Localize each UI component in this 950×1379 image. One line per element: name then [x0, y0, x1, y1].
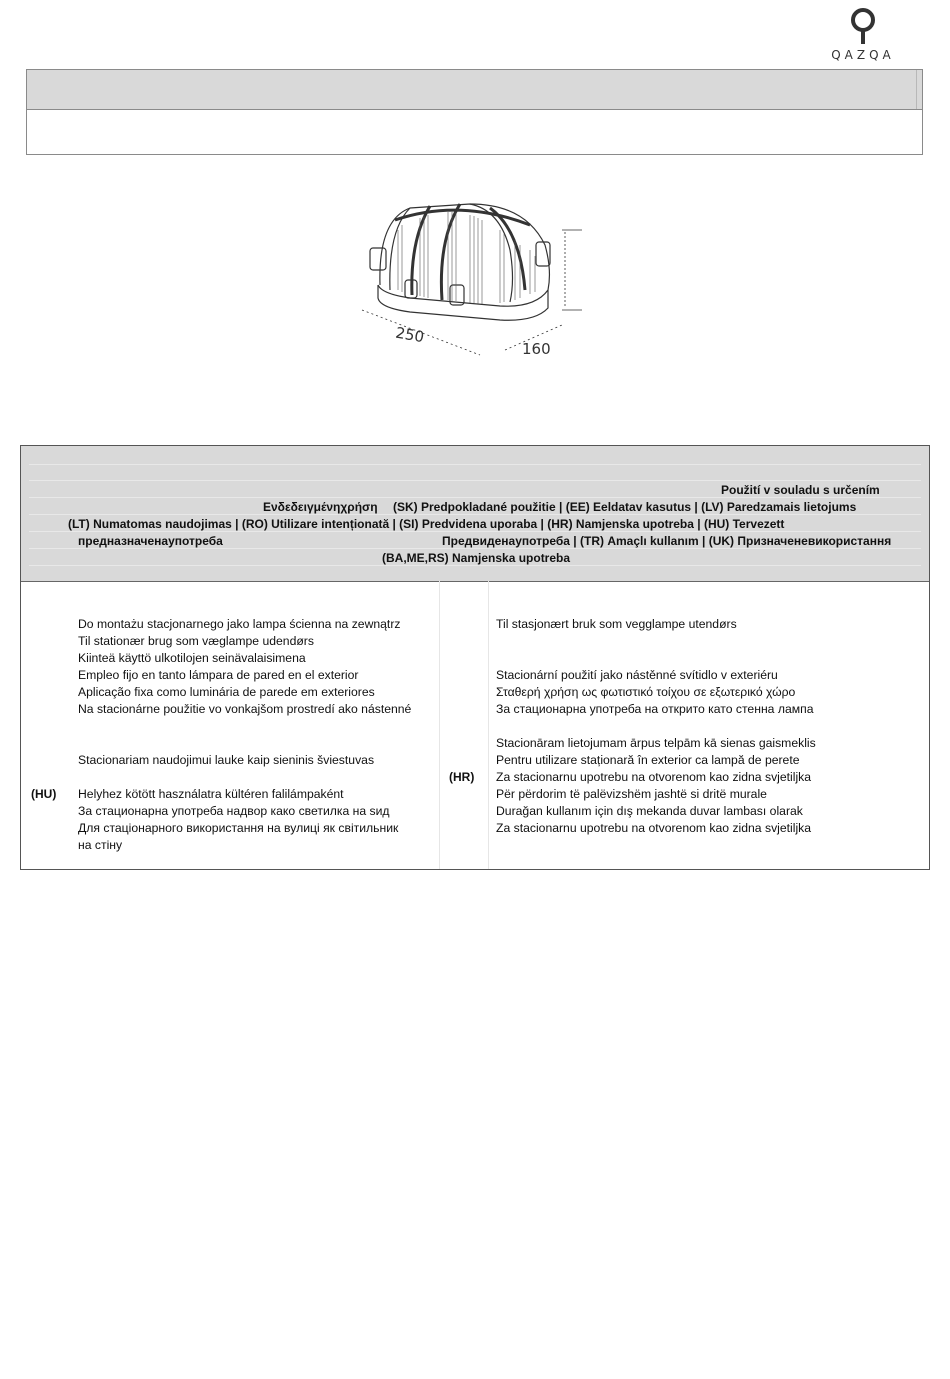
right-line: Stacionāram lietojumam ārpus telpām kā sienas gaismeklis	[496, 736, 816, 750]
header-line-4a: предназначенаупотреба	[78, 534, 223, 548]
header-line-1: Použití v souladu s určením	[721, 483, 880, 497]
brand-logo	[818, 6, 908, 66]
title-band	[27, 70, 922, 110]
dimension-depth: 160	[522, 340, 551, 358]
left-line: Empleo fijo en tanto lámpara de pared en el exterior	[78, 668, 359, 682]
header-line-2b: (SK) Predpokladané použitie | (EE) Eeldatav kasutus | (LV) Paredzamais lietojums	[393, 500, 857, 514]
brand-logo-mark	[846, 6, 880, 46]
right-line: Për përdorim të palëvizshëm jashtë si dritë murale	[496, 787, 767, 801]
right-line: Durağan kullanım için dış mekanda duvar lambası olarak	[496, 804, 803, 818]
left-line: Na stacionárne použitie vo vonkajšom prostredí ako nástenné	[78, 702, 412, 716]
left-line: Aplicação fixa como luminária de parede em exteriores	[78, 685, 375, 699]
left-line: За стационарна употреба надвор како светилка на ѕид	[78, 804, 390, 818]
header-line-3: (LT) Numatomas naudojimas | (RO) Utilizare intenționată | (SI) Predvidena uporaba | (HR) Namjenska upotreba | (HU) Tervezett	[68, 517, 785, 531]
intended-use-table	[20, 445, 930, 870]
right-line: Stacionární použití jako nástěnné svítidlo v exteriéru	[496, 668, 778, 682]
header-line-4b: Предвиденаупотреба | (TR) Amaçlı kullanım | (UK) Призначеневикористання	[442, 534, 892, 548]
product-drawing	[350, 190, 590, 370]
right-line: Pentru utilizare staționară în exterior ca lampă de perete	[496, 753, 800, 767]
left-line: Til stationær brug som væglampe udendørs	[78, 634, 314, 648]
right-line: За стационарна употреба на открито като стенна лампа	[496, 702, 814, 716]
header-line-2a: Ενδεδειγμένηχρήση	[263, 500, 378, 514]
intended-use-header	[21, 446, 929, 582]
left-line: Helyhez kötött használatra kültéren falilámpaként	[78, 787, 344, 801]
left-line: Kiinteä käyttö ulkotilojen seinävalaisimena	[78, 651, 306, 665]
left-line: Для стаціонарного використання на вулиці як світильник	[78, 821, 399, 835]
right-line: Σταθερή χρήση ως φωτιστικό τοίχου σε εξωτερικό χώρο	[496, 685, 796, 699]
column-divider	[439, 581, 489, 869]
brand-name: QAZQA	[831, 48, 895, 62]
title-box	[26, 69, 923, 155]
language-code-hu: (HU)	[31, 787, 57, 801]
dimension-length: 250	[394, 323, 426, 347]
header-line-5: (BA,ME,RS) Namjenska upotreba	[382, 551, 571, 565]
right-line: Za stacionarnu upotrebu na otvorenom kao zidna svjetiljka	[496, 770, 812, 784]
language-code-hr: (HR)	[449, 770, 475, 784]
left-line: Stacionariam naudojimui lauke kaip sieninis šviestuvas	[78, 753, 375, 767]
left-line: на стіну	[78, 838, 123, 852]
right-line: Za stacionarnu upotrebu na otvorenom kao zidna svjetiljka	[496, 821, 812, 835]
left-line: Do montażu stacjonarnego jako lampa ścienna na zewnątrz	[78, 617, 401, 631]
right-line: Til stasjonært bruk som vegglampe utendørs	[496, 617, 737, 631]
